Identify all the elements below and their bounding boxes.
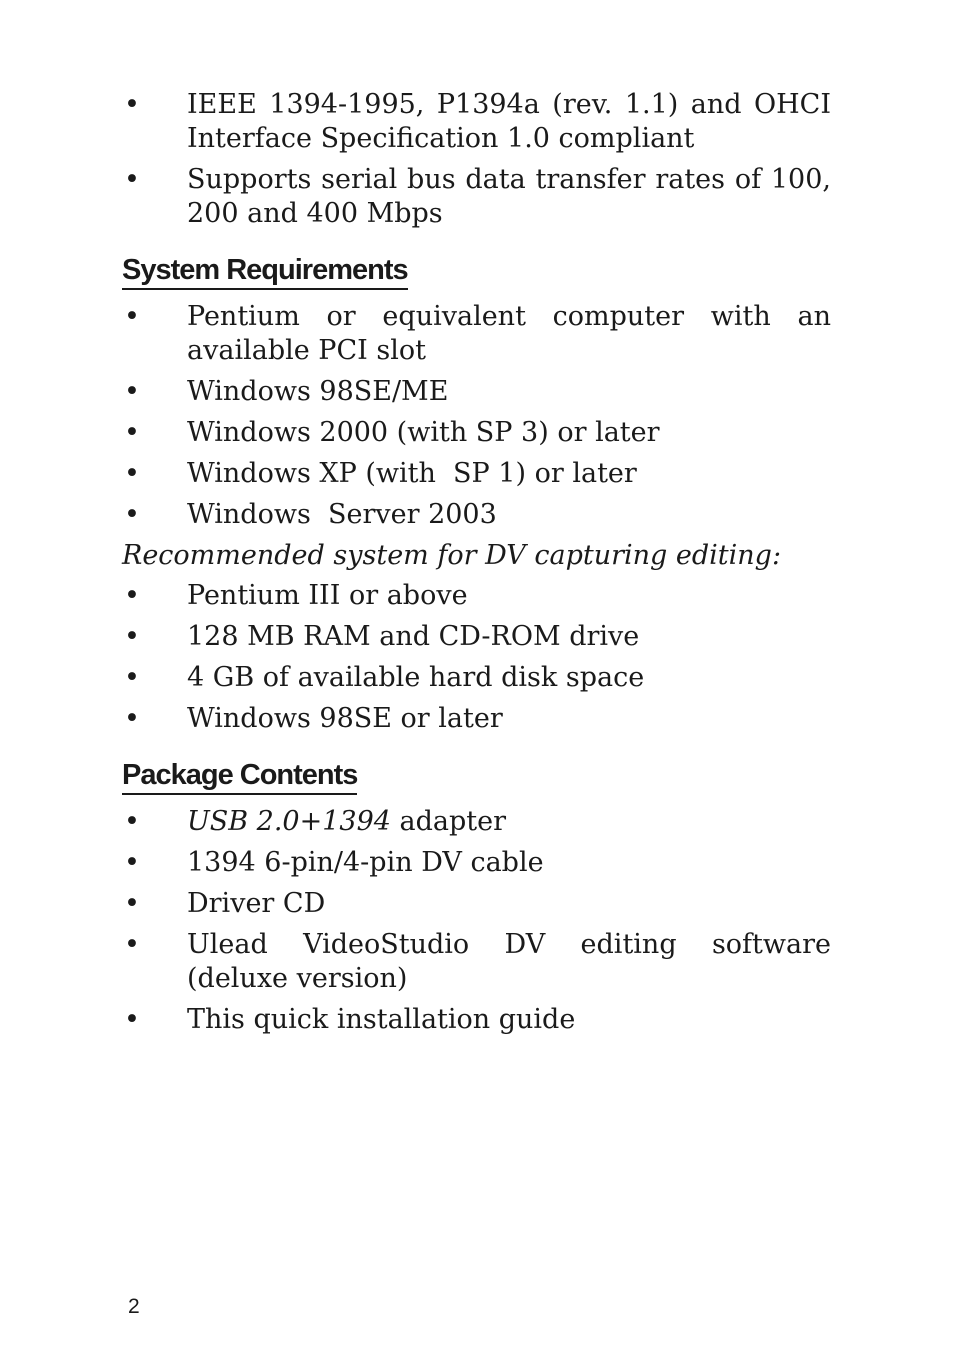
bullet-icon: •	[124, 662, 140, 693]
section-heading: System Requirements	[122, 253, 408, 290]
list-item-text: Pentium or equivalent computer with an available PCI slot	[187, 301, 831, 366]
list-item	[122, 163, 831, 231]
system-requirements-header	[122, 253, 831, 290]
list-item	[122, 300, 831, 368]
list-item	[122, 416, 831, 450]
list-item	[122, 620, 831, 654]
list-item-text: adapter	[390, 806, 507, 837]
list-item	[122, 805, 831, 839]
bullet-icon: •	[124, 89, 140, 120]
list-item-text: Pentium III or above	[187, 580, 468, 611]
list-item	[122, 887, 831, 921]
list-item-text: 1394 6-pin/4-pin DV cable	[187, 847, 544, 878]
recommended-system-title: Recommended system for DV capturing editing:	[122, 540, 782, 571]
bullet-icon: •	[124, 301, 140, 332]
list-item	[122, 928, 831, 996]
list-item	[122, 375, 831, 409]
list-item	[122, 457, 831, 491]
recommended-system-list	[122, 579, 831, 736]
list-item	[122, 88, 831, 156]
system-requirements-list	[122, 300, 831, 532]
bullet-icon: •	[124, 417, 140, 448]
list-item-text: Windows 98SE/ME	[187, 376, 449, 407]
list-item	[122, 846, 831, 880]
bullet-icon: •	[124, 621, 140, 652]
bullet-icon: •	[124, 164, 140, 195]
list-item-text: 128 MB RAM and CD-ROM drive	[187, 621, 640, 652]
list-item-text: Supports serial bus data transfer rates of 100, 200 and 400 Mbps	[187, 164, 831, 229]
page-number: 2	[128, 1295, 140, 1318]
bullet-icon: •	[124, 806, 140, 837]
bullet-icon: •	[124, 580, 140, 611]
list-item	[122, 702, 831, 736]
bullet-icon: •	[124, 1004, 140, 1035]
intro-feature-list	[122, 88, 831, 231]
product-name: USB 2.0+1394	[187, 806, 391, 837]
page-content	[122, 88, 831, 1044]
bullet-icon: •	[124, 888, 140, 919]
package-contents-list	[122, 805, 831, 1037]
list-item-text: Windows 2000 (with SP 3) or later	[187, 417, 660, 448]
list-item	[122, 661, 831, 695]
list-item	[122, 1003, 831, 1037]
bullet-icon: •	[124, 703, 140, 734]
list-item-text: Driver CD	[187, 888, 326, 919]
list-item-text: Windows XP (with SP 1) or later	[187, 458, 637, 489]
list-item	[122, 579, 831, 613]
list-item-text: 4 GB of available hard disk space	[187, 662, 645, 693]
list-item-text: Windows 98SE or later	[187, 703, 503, 734]
list-item-text: This quick installation guide	[187, 1004, 576, 1035]
bullet-icon: •	[124, 929, 140, 960]
package-contents-header	[122, 758, 831, 795]
list-item	[122, 498, 831, 532]
bullet-icon: •	[124, 376, 140, 407]
bullet-icon: •	[124, 458, 140, 489]
bullet-icon: •	[124, 847, 140, 878]
section-heading: Package Contents	[122, 758, 357, 795]
list-item-text: IEEE 1394-1995, P1394a (rev. 1.1) and OHCI Interface Specification 1.0 compliant	[187, 89, 831, 154]
list-item-text: Windows Server 2003	[187, 499, 497, 530]
bullet-icon: •	[124, 499, 140, 530]
list-item-text: Ulead VideoStudio DV editing software (deluxe version)	[187, 929, 831, 994]
